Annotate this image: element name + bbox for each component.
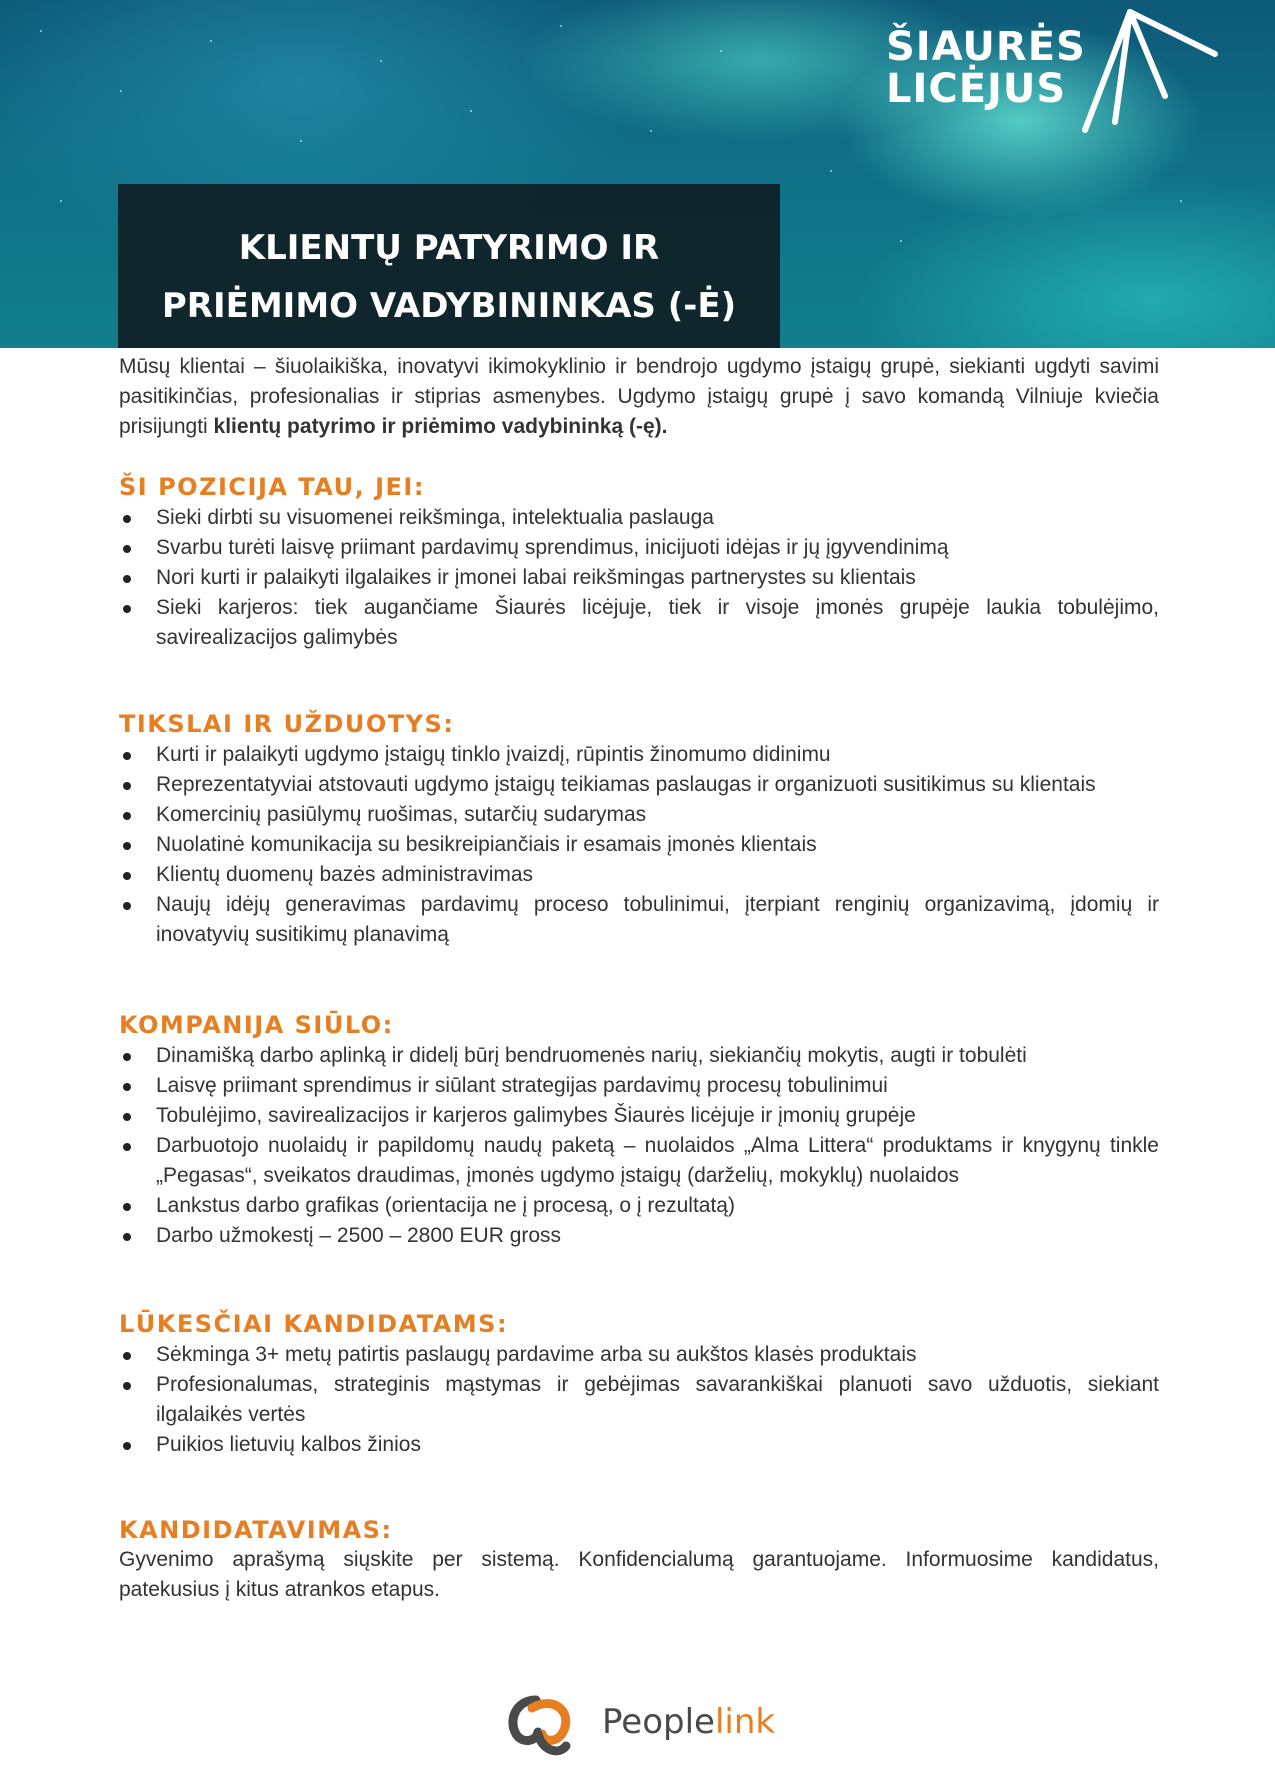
job-title-line-1: KLIENTŲ PATYRIMO IR bbox=[238, 228, 660, 268]
intro-bold-position: klientų patyrimo ir priėmimo vadybininką (-ę). bbox=[213, 415, 668, 438]
application-text: Gyvenimo aprašymą siųskite per sistemą. Konfidencialumą garantuojame. Informuosime kandidatus, patekusius į kitus atrankos etapus. bbox=[119, 1548, 1159, 1601]
intro-text: Mūsų klientai – šiuolaikiška, inovatyvi ikimokyklinio ir bendrojo ugdymo įstaigų grupė, siekianti ugdyti savimi pasitikinčias, profesionalias ir stiprias asmenybes. Ugdymo įstaigų grupė į savo komandą Vilniuje kviečia prisijungti bbox=[119, 355, 1159, 438]
section-goals-tasks bbox=[119, 709, 1159, 950]
list-item: Nuolatinė komunikacija su besikreipiančiais ir esamais įmonės klientais bbox=[119, 830, 1159, 860]
list-item: Sieki karjeros: tiek augančiame Šiaurės licėjuje, tiek ir visoje įmonės grupėje laukia tobulėjimo, savirealizacijos galimybės bbox=[119, 593, 1159, 653]
job-description bbox=[119, 348, 1159, 1605]
brand-accent: link bbox=[714, 1702, 776, 1742]
list-item: Nori kurti ir palaikyti ilgalaikes ir įmonei labai reikšmingas partnerystes su klientais bbox=[119, 563, 1159, 593]
list-item: Klientų duomenų bazės administravimas bbox=[119, 860, 1159, 890]
list-item: Sėkminga 3+ metų patirtis paslaugų pardavime arba su aukštos klasės produktais bbox=[119, 1340, 1159, 1370]
peoplelink-wordmark bbox=[602, 1702, 775, 1742]
list-item: Reprezentatyviai atstovauti ugdymo įstaigų teikiamas paslaugas ir organizuoti susitikimus su klientais bbox=[119, 770, 1159, 800]
logo-line-2: LICĖJUS bbox=[886, 66, 1067, 112]
list-item: Sieki dirbti su visuomenei reikšminga, intelektualia paslauga bbox=[119, 503, 1159, 533]
siaures-licejus-logo bbox=[886, 26, 1086, 110]
logo-rays-icon bbox=[1075, 4, 1230, 134]
hero-banner bbox=[0, 0, 1275, 348]
section-application bbox=[119, 1515, 1159, 1605]
section-candidate-expectations bbox=[119, 1309, 1159, 1460]
list-item: Naujų idėjų generavimas pardavimų proceso tobulinimui, įterpiant renginių organizavimą, įdomių ir inovatyvių susitikimų planavimą bbox=[119, 890, 1159, 950]
job-title-box bbox=[118, 184, 780, 348]
bullet-list bbox=[119, 740, 1159, 950]
list-item: Darbo užmokestį – 2500 – 2800 EUR gross bbox=[119, 1221, 1159, 1251]
peoplelink-mark-icon bbox=[502, 1690, 582, 1766]
list-item: Laisvę priimant sprendimus ir siūlant strategijas pardavimų procesų tobulinimui bbox=[119, 1071, 1159, 1101]
intro-paragraph bbox=[119, 352, 1159, 442]
section-position-for-you bbox=[119, 472, 1159, 653]
section-company-offers bbox=[119, 1010, 1159, 1251]
brand-main: People bbox=[602, 1702, 715, 1742]
logo-line-1: ŠIAURĖS bbox=[886, 24, 1086, 70]
list-item: Tobulėjimo, savirealizacijos ir karjeros galimybes Šiaurės licėjuje ir įmonių grupėje bbox=[119, 1101, 1159, 1131]
bullet-list bbox=[119, 503, 1159, 653]
list-item: Svarbu turėti laisvę priimant pardavimų sprendimus, inicijuoti idėjas ir jų įgyvendinimą bbox=[119, 533, 1159, 563]
list-item: Kurti ir palaikyti ugdymo įstaigų tinklo įvaizdį, rūpintis žinomumo didinimu bbox=[119, 740, 1159, 770]
section-heading: LŪKESČIAI KANDIDATAMS: bbox=[119, 1310, 509, 1338]
job-title-line-2: PRIĖMIMO VADYBININKAS (-Ė) bbox=[161, 286, 737, 326]
section-heading: KANDIDATAVIMAS: bbox=[119, 1516, 393, 1544]
peoplelink-logo bbox=[502, 1690, 782, 1766]
section-heading: TIKSLAI IR UŽDUOTYS: bbox=[119, 710, 455, 738]
list-item: Puikios lietuvių kalbos žinios bbox=[119, 1430, 1159, 1460]
list-item: Lankstus darbo grafikas (orientacija ne į procesą, o į rezultatą) bbox=[119, 1191, 1159, 1221]
section-heading: KOMPANIJA SIŪLO: bbox=[119, 1011, 394, 1039]
list-item: Komercinių pasiūlymų ruošimas, sutarčių sudarymas bbox=[119, 800, 1159, 830]
list-item: Dinamišką darbo aplinką ir didelį būrį bendruomenės narių, siekiančių mokytis, augti ir tobulėti bbox=[119, 1041, 1159, 1071]
list-item: Darbuotojo nuolaidų ir papildomų naudų paketą – nuolaidos „Alma Littera“ produktams ir knygynų tinkle „Pegasas“, sveikatos draudimas, įmonės ugdymo įstaigų (darželių, mokyklų) nuolaidos bbox=[119, 1131, 1159, 1191]
bullet-list bbox=[119, 1041, 1159, 1251]
bullet-list bbox=[119, 1340, 1159, 1460]
section-heading: ŠI POZICIJA TAU, JEI: bbox=[119, 473, 425, 501]
list-item: Profesionalumas, strateginis mąstymas ir gebėjimas savarankiškai planuoti savo užduotis, siekiant ilgalaikės vertės bbox=[119, 1370, 1159, 1430]
